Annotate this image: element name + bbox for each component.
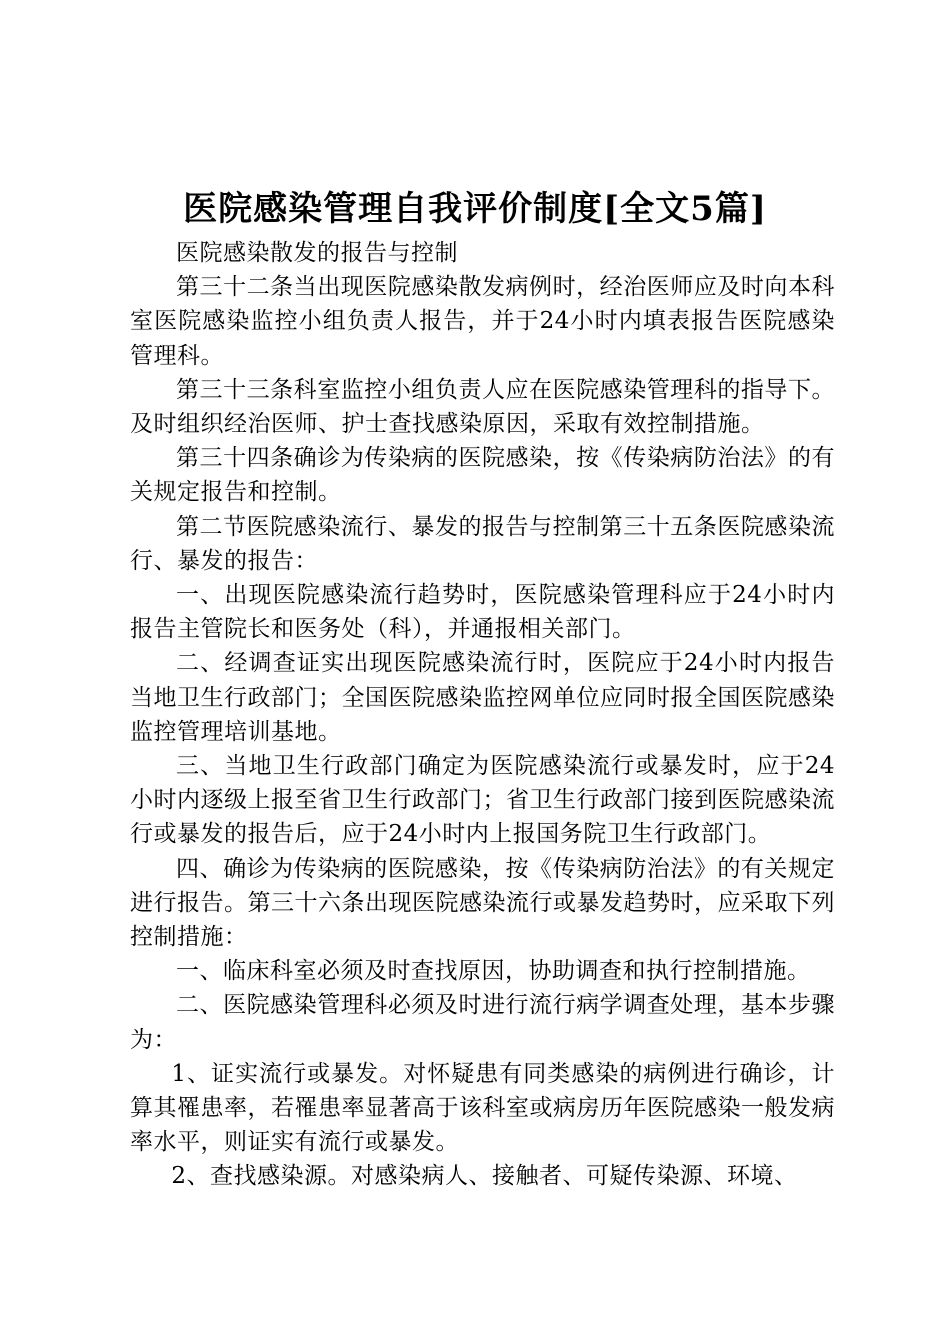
paragraph-item-2: 二、经调查证实出现医院感染流行时，医院应于24小时内报告当地卫生行政部门；全国医院感染监控网单位应同时报全国医院感染监控管理培训基地。: [130, 650, 835, 745]
paragraph-step-1: 1、证实流行或暴发。对怀疑患有同类感染的病例进行确诊，计算其罹患率，若罹患率显著高于该科室或病房历年医院感染一般发病率水平，则证实有流行或暴发。: [130, 1060, 835, 1156]
paragraph-subheading: 医院感染散发的报告与控制: [176, 240, 458, 266]
paragraph-item-3: 三、当地卫生行政部门确定为医院感染流行或暴发时，应于24小时内逐级上报至省卫生行政部门；省卫生行政部门接到医院感染流行或暴发的报告后，应于24小时内上报国务院卫生行政部门。: [130, 753, 835, 848]
paragraph-item-4: 四、确诊为传染病的医院感染，按《传染病防治法》的有关规定进行报告。第三十六条出现医院感染流行或暴发趋势时，应采取下列控制措施：: [130, 855, 835, 951]
paragraph-measure-1: 一、临床科室必须及时查找原因，协助调查和执行控制措施。: [176, 958, 811, 985]
paragraph-item-1: 一、出现医院感染流行趋势时，医院感染管理科应于24小时内报告主管院长和医务处（科），并通报相关部门。: [130, 582, 835, 643]
document-body: [130, 236, 835, 1194]
paragraph-article-33: 第三十三条科室监控小组负责人应在医院感染管理科的指导下。及时组织经治医师、护士查找感染原因，采取有效控制措施。: [130, 376, 835, 438]
paragraph-article-32: 第三十二条当出现医院感染散发病例时，经治医师应及时向本科室医院感染监控小组负责人报告，并于24小时内填表报告医院感染管理科。: [130, 274, 835, 369]
paragraph-article-34: 第三十四条确诊为传染病的医院感染，按《传染病防治法》的有关规定报告和控制。: [130, 445, 835, 506]
paragraph-section-2: 第二节医院感染流行、暴发的报告与控制第三十五条医院感染流行、暴发的报告：: [130, 513, 835, 574]
paragraph-step-2: 2、查找感染源。对感染病人、接触者、可疑传染源、环境、: [171, 1163, 798, 1190]
document-title: 医院感染管理自我评价制度[全文5篇]: [183, 189, 767, 229]
paragraph-measure-2: 二、医院感染管理科必须及时进行流行病学调查处理，基本步骤为：: [130, 992, 835, 1053]
